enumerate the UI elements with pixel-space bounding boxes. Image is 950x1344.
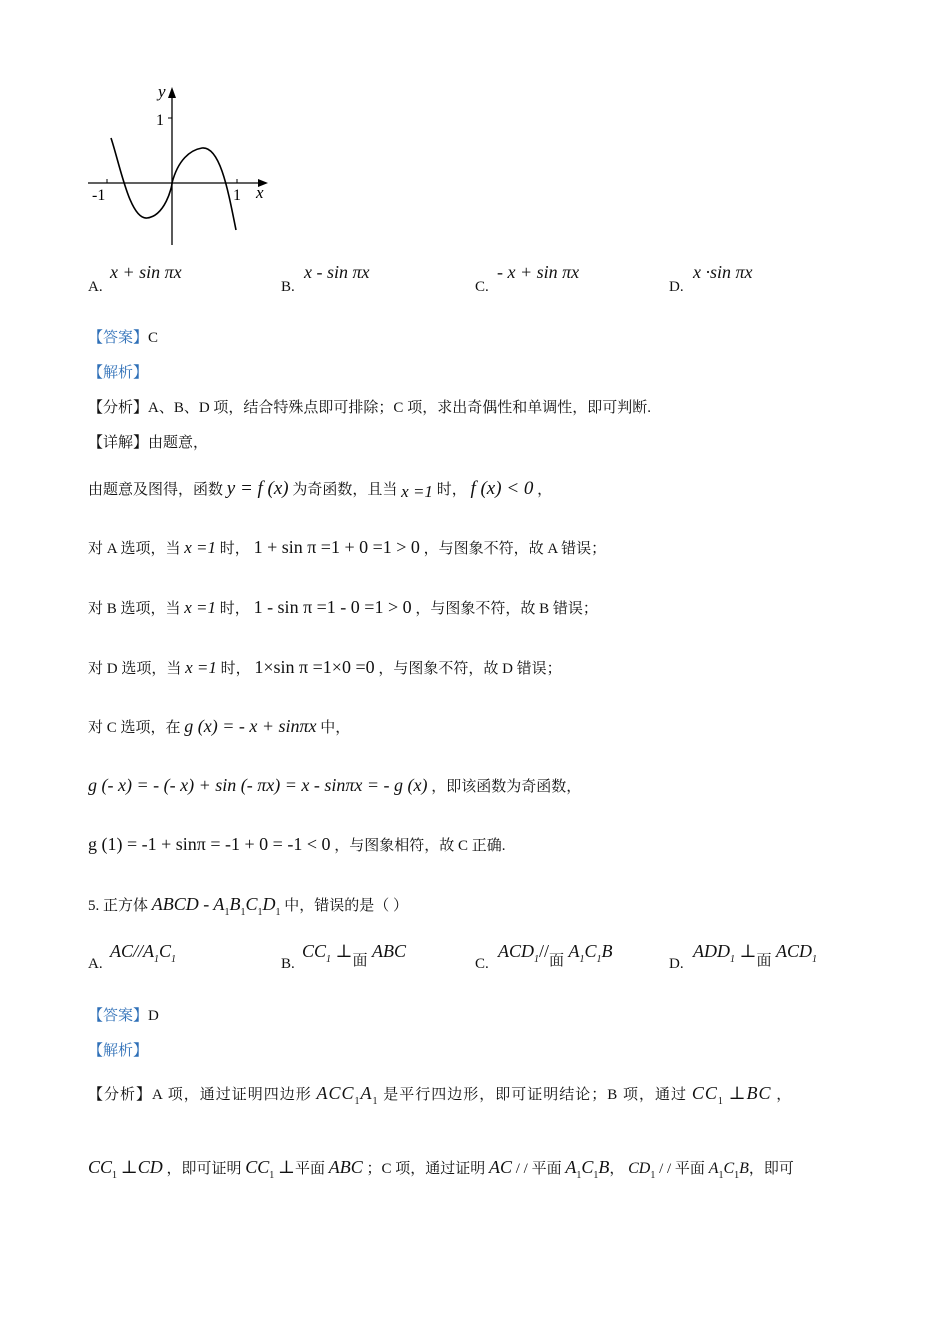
option-letter: B. (281, 279, 295, 295)
q4-lineC: 对 C 选项，在 g (x) = - x + sinπx 中， (88, 716, 351, 736)
q4-option-d-expr: x ·sin πx (693, 262, 753, 282)
math-fx: y = f (x) (226, 478, 289, 499)
answer-tag: 【答案】 (88, 1008, 149, 1024)
q5-option-b: B. (281, 956, 295, 972)
tick-x1-label: 1 (233, 187, 241, 204)
q5-fenxi-line2: $CC_1$ ⊥CD ，即可证明 $CC_1$ ⊥平面 ABC ；C 项，通过证明 AC / / 平面 $A_1C_1B$， $CD_1$ / / 平面 $A_1C_1B$，即可 (88, 1157, 794, 1181)
curve (111, 138, 236, 230)
q4-option-b (281, 279, 295, 296)
q4-detail-line (88, 431, 208, 452)
q4-option-a-expr: x + sin πx (110, 262, 182, 282)
answer-value: D (148, 1008, 159, 1024)
q5-option-a: A. (88, 956, 103, 972)
math-cube: ABCD - A (151, 894, 225, 914)
q4-option-b-expr: x - sin πx (304, 262, 370, 282)
function-graph (80, 80, 280, 250)
math-lineB: 1 - sin π =1 - 0 =1 > 0 (253, 597, 412, 617)
q5-option-c-expr: $ACD_1//_面$ $A_1C_1B$ (498, 941, 613, 969)
tick-xneg1-label: -1 (92, 187, 106, 204)
q5-option-b-expr: $CC_1$ $\perp_面$ ABC (302, 941, 406, 969)
q5-option-d-expr: $ADD_1$ $\perp_面$ $ACD_1$ (693, 941, 817, 969)
q4-analysis-tag: 【解析】 (88, 365, 149, 381)
q5-option-c: C. (475, 956, 489, 972)
q4-answer-line (88, 326, 158, 347)
q4-option-c-expr: - x + sin πx (497, 262, 580, 282)
option-letter: A. (88, 279, 103, 295)
math-x1: x =1 (401, 482, 433, 501)
q5-fenxi-line1: 【分析】A 项，通过证明四边形 $ACC_1A_1$ 是平行四边形，即可证明结论；B 项，通过 $CC_1$ ⊥BC ， (88, 1083, 793, 1107)
math-lineC: g (x) = - x + sinπx (184, 716, 317, 736)
tick-y1-label: 1 (156, 112, 164, 129)
x-label: x (256, 183, 264, 202)
q5-stem: 5. 正方体 ABCD - $A_1B_1C_1D_1$ 中，错误的是（ ） (88, 894, 408, 918)
math-lineC2: g (- x) = - (- x) + sin (- πx) = x - sinπx = - g (x) (88, 775, 428, 795)
q4-lineA: 对 A 选项，当 x =1 时， 1 + sin π =1 + 0 =1 > 0 ，与图象不符，故 A 错误； (88, 537, 607, 557)
q4-option-a (88, 279, 103, 296)
q4-option-c (475, 279, 489, 296)
math-lineA: 1 + sin π =1 + 0 =1 > 0 (253, 537, 420, 557)
y-label: y (158, 82, 166, 101)
fenxi-tag: 【分析】 (88, 400, 149, 416)
fenxi-text: A、B、D 项，结合特殊点即可排除；C 项，求出奇偶性和单调性，即可判断. (148, 400, 651, 416)
option-letter: C. (475, 279, 489, 295)
y-axis-arrow (168, 87, 176, 98)
q4-line1: 由题意及图得，函数 y = f (x) 为奇函数，且当 x =1 时， f (x) < 0 ， (88, 478, 553, 501)
q4-fenxi-line (88, 396, 651, 417)
q4-lineD: 对 D 选项，当 x =1 时， 1×sin π =1×0 =0 ，与图象不符，故 D 错误； (88, 657, 562, 677)
math-lineD: 1×sin π =1×0 =0 (254, 657, 375, 677)
q4-lineC3: g (1) = -1 + sinπ = -1 + 0 = -1 < 0 ，与图象相符，故 C 正确. (88, 834, 506, 854)
math-ineq: f (x) < 0 (470, 478, 534, 499)
math-lineC3: g (1) = -1 + sinπ = -1 + 0 = -1 < 0 (88, 834, 331, 854)
q4-lineB: 对 B 选项，当 x =1 时， 1 - sin π =1 - 0 =1 > 0 ，与图象不符，故 B 错误； (88, 597, 598, 617)
q5-answer-line (88, 1004, 159, 1025)
answer-value: C (148, 330, 159, 346)
q5-option-a-expr: $AC//A_1C_1$ (110, 941, 177, 965)
q4-option-d (669, 279, 684, 296)
detail-tag: 【详解】 (88, 435, 149, 451)
q5-option-d: D. (669, 956, 684, 972)
q5-analysis-tag: 【解析】 (88, 1043, 149, 1059)
detail-text: 由题意， (148, 435, 209, 451)
option-letter: D. (669, 279, 684, 295)
answer-tag: 【答案】 (88, 330, 149, 346)
q4-lineC2: g (- x) = - (- x) + sin (- πx) = x - sinπx = - g (x) ，即该函数为奇函数， (88, 775, 582, 795)
